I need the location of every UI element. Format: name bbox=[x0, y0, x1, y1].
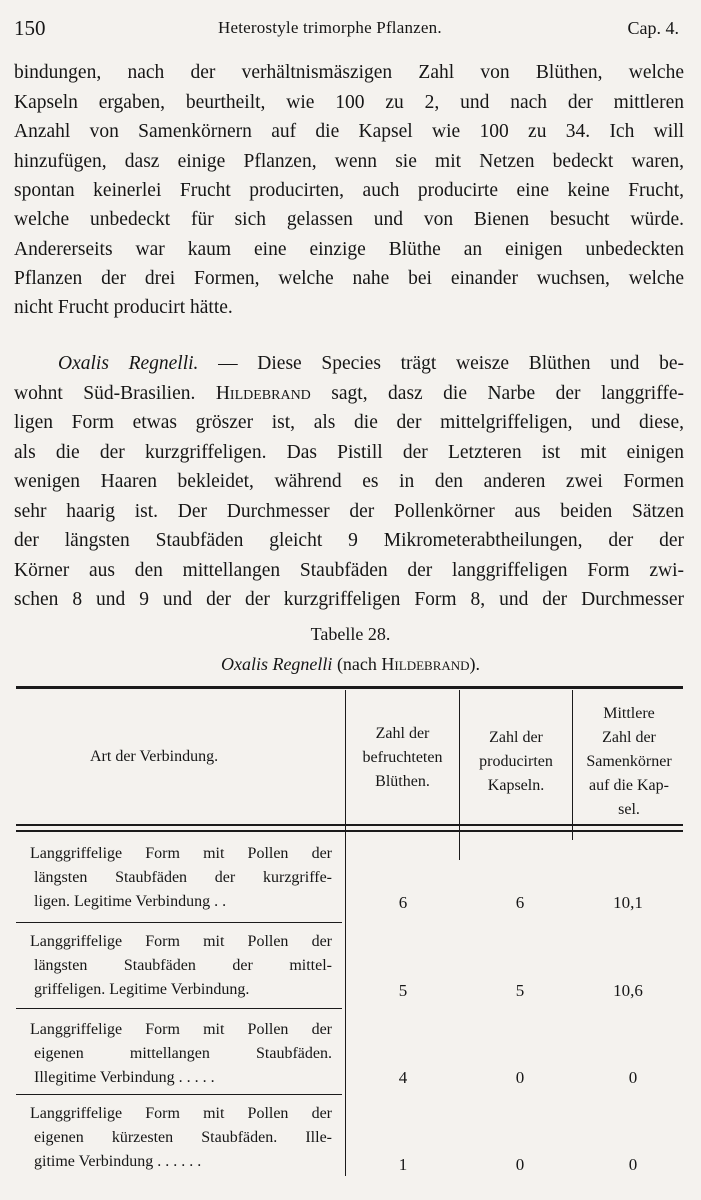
cell-flowers: 6 bbox=[398, 893, 408, 912]
running-title: Heterostyle trimorphe Pflanzen. bbox=[218, 18, 442, 37]
cell-seeds: 10,1 bbox=[613, 893, 643, 912]
table-row-label: Langgriffelige Form mit Pollen der eigenen kürzesten Staubfäden. Ille- gitime Verbindung . . . . . . bbox=[30, 1105, 332, 1170]
cell-seeds: 0 bbox=[628, 1155, 638, 1174]
text-line: bindungen, nach der verhältnismäszigen Zahl von Blüthen, welche bbox=[14, 62, 684, 83]
text-line: wenigen Haaren bekleidet, während es in den anderen zwei Formen bbox=[14, 471, 684, 492]
table-row-label: Langgriffelige Form mit Pollen der längsten Staubfäden der mittel- griffeligen. Legitime Verbindung. bbox=[30, 933, 332, 998]
table-row-label: Langgriffelige Form mit Pollen der eigenen mittellangen Staubfäden. Illegitime Verbindung . . . . . bbox=[30, 1021, 332, 1086]
text-line: der längsten Staubfäden gleicht 9 Mikrometerabtheilungen, der der bbox=[14, 530, 684, 551]
text-line: ligen Form etwas gröszer ist, als die der mittelgriffeligen, und diese, bbox=[14, 412, 684, 433]
cell-flowers: 4 bbox=[398, 1068, 408, 1087]
cell-capsules: 0 bbox=[515, 1068, 525, 1087]
text-line: Kapseln ergaben, beurtheilt, wie 100 zu 2, und nach der mittleren bbox=[14, 92, 684, 113]
author-name: Hildebrand bbox=[215, 383, 311, 404]
row-rule bbox=[16, 1094, 342, 1095]
text-line: hinzufügen, dasz einige Pflanzen, wenn sie mit Netzen bedeckt waren, bbox=[14, 151, 684, 172]
text-line: Andererseits war kaum eine einzige Blüthe an einigen unbedeckten bbox=[14, 239, 684, 260]
cell-capsules: 6 bbox=[515, 893, 525, 912]
text-line: als die der kurzgriffeligen. Das Pistill der Letzteren ist mit einigen bbox=[14, 442, 684, 463]
chapter-label: Cap. 4. bbox=[627, 18, 679, 38]
table-subcaption: Oxalis Regnelli (nach Hildebrand). bbox=[220, 654, 481, 674]
text-line: Oxalis Regnelli. — Diese Species trägt weisze Blüthen und be- bbox=[58, 353, 684, 374]
header-capsules: Zahl der producirten Kapseln. bbox=[479, 729, 553, 794]
page-number: 150 bbox=[14, 16, 46, 40]
cell-seeds: 0 bbox=[628, 1068, 638, 1087]
running-header bbox=[0, 14, 701, 44]
cell-capsules: 5 bbox=[515, 981, 525, 1000]
text-line: Anzahl von Samenkörnern auf die Kapsel wie 100 zu 34. Ich will bbox=[14, 121, 684, 142]
cell-flowers: 1 bbox=[398, 1155, 408, 1174]
header-rule bbox=[16, 824, 683, 826]
header-art-der-verbindung: Art der Verbindung. bbox=[90, 748, 219, 765]
text-line: welche unbedeckt für sich gelassen und von Bienen besucht würde. bbox=[14, 209, 684, 230]
cell-seeds: 10,6 bbox=[613, 981, 643, 1000]
table-caption: Tabelle 28. bbox=[310, 624, 391, 644]
row-rule bbox=[16, 922, 342, 923]
text-line: schen 8 und 9 und der der kurzgriffeligen Form 8, und der Durchmesser bbox=[14, 589, 684, 610]
text-line: sehr haarig ist. Der Durchmesser der Pollenkörner aus beiden Sätzen bbox=[14, 501, 684, 522]
text-line: spontan keinerlei Frucht producirten, auch producirte eine keine Frucht, bbox=[14, 180, 684, 201]
header-flowers: Zahl der befruchteten Blüthen. bbox=[362, 725, 443, 790]
header-rule bbox=[16, 830, 683, 832]
row-rule bbox=[16, 1008, 342, 1009]
text-line: nicht Frucht producirt hätte. bbox=[14, 297, 233, 318]
text-line: Körner aus den mittellangen Staubfäden der langgriffeligen Form zwi- bbox=[14, 560, 684, 581]
header-seeds: Mittlere Zahl der Samenkörner auf die Kap- sel. bbox=[586, 705, 672, 818]
table-top-rule bbox=[16, 686, 683, 689]
text-line: wohnt Süd-Brasilien. Hildebrand sagt, dasz die Narbe der langgriffe- bbox=[14, 383, 684, 404]
table-row-label: Langgriffelige Form mit Pollen der längsten Staubfäden der kurzgriffe- ligen. Legitime Verbindung . . bbox=[30, 845, 332, 910]
text-line: Pflanzen der drei Formen, welche nahe bei einander wuchsen, welche bbox=[14, 268, 684, 289]
cell-capsules: 0 bbox=[515, 1155, 525, 1174]
cell-flowers: 5 bbox=[398, 981, 408, 1000]
species-name: Oxalis Regnelli. bbox=[58, 353, 199, 374]
